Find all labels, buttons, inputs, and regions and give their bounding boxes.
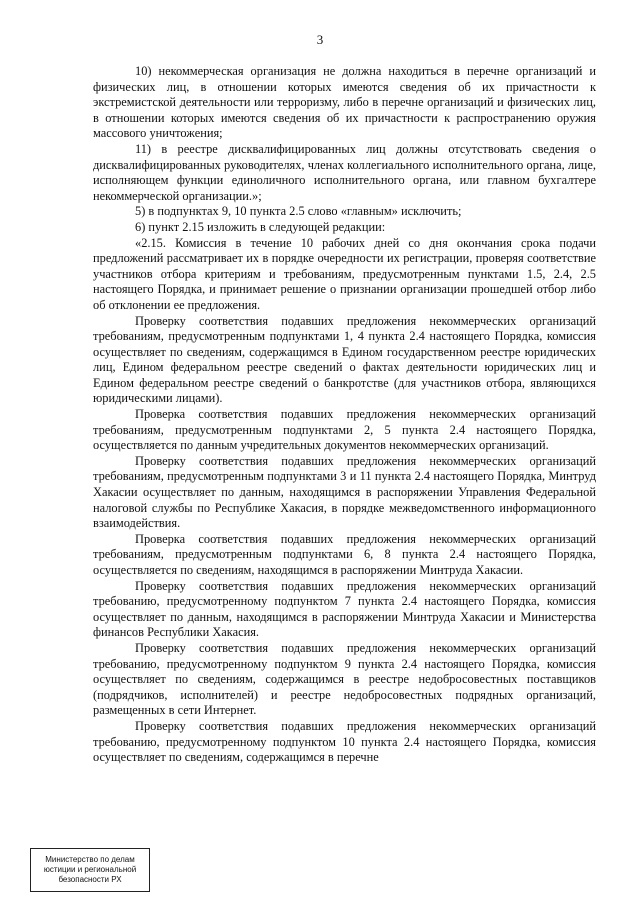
stamp-line: Министерство по делам bbox=[45, 855, 135, 864]
paragraph-check-2-5: Проверка соответствия подавших предложения некоммерческих организаций требованиям, предусмотренным подпунктами 2, 5 пункта 2.4 настоящего Порядка, осуществляется по данным учредительных документов некоммерческих организаций. bbox=[93, 407, 596, 453]
paragraph-check-6-8: Проверка соответствия подавших предложения некоммерческих организаций требованиям, предусмотренным подпунктами 6, 8 пункта 2.4 настоящего Порядка, осуществляется по сведениям, находящимся в распоряжении Минтруда Хакасии. bbox=[93, 531, 596, 577]
paragraph-clause-2-15: «2.15. Комиссия в течение 10 рабочих дней со дня окончания срока подачи предложений рассматривает их в порядке очередности их регистрации, проверяя соответствие участников отбора критериям и требованиям, предусмотренным пунктами 1.5, 2.4, 2.5 настоящего Порядка, и принимает решение о признании организации прошедшей отбор либо об отклонении ее предложения. bbox=[93, 235, 596, 312]
paragraph-amendment-6: 6) пункт 2.15 изложить в следующей редакции: bbox=[135, 219, 386, 234]
paragraph-check-3-11: Проверку соответствия подавших предложения некоммерческих организаций требованиям, предусмотренным подпунктами 3 и 11 пункта 2.4 настоящего Порядка, Минтруд Хакасии осуществляет по данным, находящимся в распоряжении Управления Федеральной налоговой службы по Республике Хакасия, в порядке межведомственного информационного взаимодействия. bbox=[93, 453, 596, 531]
paragraph-item-10: 10) некоммерческая организация не должна находиться в перечне организаций и физических лиц, в отношении которых имеются сведения об их причастности к экстремистской деятельности или терроризму, либо в перечне организаций и физических лиц, в отношении которых имеются сведения об их причастности к распространению оружия массового уничтожения; bbox=[93, 64, 596, 141]
stamp-line: безопасности РХ bbox=[58, 875, 122, 884]
document-body bbox=[93, 64, 596, 766]
paragraph-check-7: Проверку соответствия подавших предложения некоммерческих организаций требованию, предусмотренному подпунктом 7 пункта 2.4 настоящего Порядка, комиссия осуществляет по данным, находящимся в распоряжении Минтруда Хакасии и Министерства финансов Республики Хакасия. bbox=[93, 578, 596, 640]
stamp-line: юстиции и региональной bbox=[43, 865, 137, 874]
page-number: 3 bbox=[316, 32, 324, 47]
paragraph-check-1-4: Проверку соответствия подавших предложения некоммерческих организаций требованиям, предусмотренным подпунктами 1, 4 пункта 2.4 настоящего Порядка, комиссия осуществляет по сведениям, содержащимся в Едином государственном реестре юридических лиц, Едином федеральном реестре сведений о фактах деятельности юридических лиц и Едином федеральном реестре сведений о банкротстве (для участников отбора, являющихся юридическими лицами). bbox=[93, 313, 596, 406]
paragraph-check-9: Проверку соответствия подавших предложения некоммерческих организаций требованию, предусмотренному подпунктом 9 пункта 2.4 настоящего Порядка, комиссия осуществляет по сведениям, содержащимся в реестре недобросовестных поставщиков (подрядчиков, исполнителей) и реестре недобросовестных подрядных организаций, размещенных в сети Интернет. bbox=[93, 640, 596, 718]
paragraph-item-11: 11) в реестре дисквалифицированных лиц должны отсутствовать сведения о дисквалифицированных руководителях, членах коллегиального исполнительного органа, лице, исполняющем функции единоличного исполнительного органа, или главном бухгалтере некоммерческой организации.»; bbox=[93, 141, 596, 203]
paragraph-check-10: Проверку соответствия подавших предложения некоммерческих организаций требованию, предусмотренному подпунктом 10 пункта 2.4 настоящего Порядка, комиссия осуществляет по сведениям, содержащимся в перечне bbox=[93, 718, 596, 765]
paragraph-amendment-5: 5) в подпунктах 9, 10 пункта 2.5 слово «главным» исключить; bbox=[135, 204, 462, 219]
ministry-stamp bbox=[30, 848, 150, 892]
